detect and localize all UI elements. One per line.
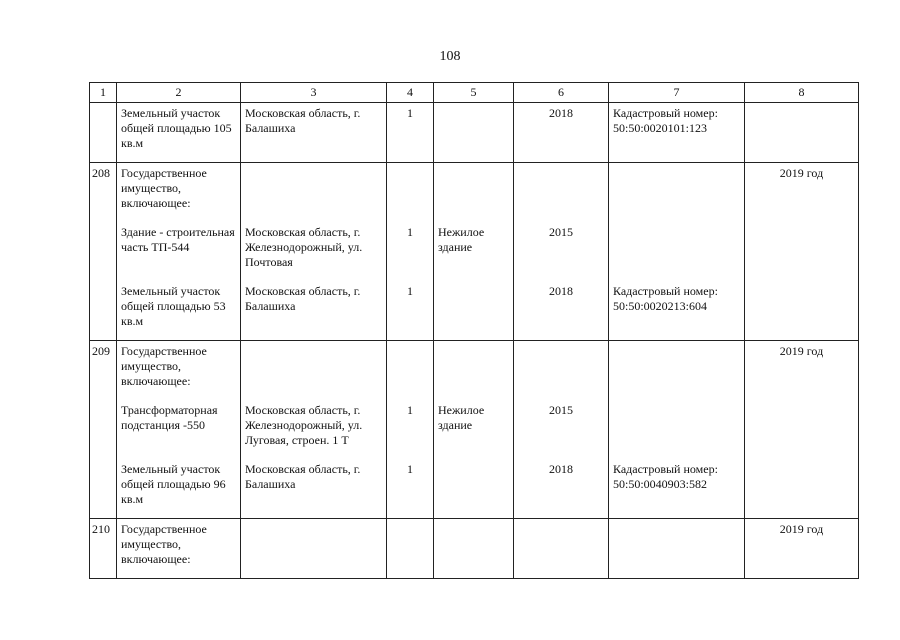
cell-item-quantity [387, 103, 434, 163]
cell-item-cadastral-note [609, 341, 745, 519]
item-address: Московская область, г. Железнодорожный, ул. Почтовая [245, 225, 363, 269]
page-number: 108 [439, 49, 461, 64]
cell-item-address [241, 341, 387, 519]
cell-item-type [434, 341, 514, 519]
cell-item-year [514, 103, 609, 163]
item-quantity [387, 341, 433, 400]
item-name: Земельный участок общей площадью 96 кв.м [121, 462, 226, 506]
row-number [90, 103, 116, 106]
cell-item-type [434, 163, 514, 341]
item-address: Московская область, г. Балашиха [245, 462, 361, 491]
item-cadastral-note [609, 400, 744, 459]
item-type [434, 519, 513, 578]
cell-item-address [241, 103, 387, 163]
item-address [241, 341, 386, 400]
column-header: 4 [387, 83, 434, 103]
item-cadastral-note: Кадастровый номер: 50:50:0040903:582 [613, 462, 718, 491]
item-address [241, 519, 386, 578]
item-cadastral-note [609, 341, 744, 400]
item-year [514, 519, 608, 578]
item-cadastral-note [609, 163, 744, 222]
item-quantity: 1 [407, 284, 413, 298]
cell-item-type [434, 103, 514, 163]
column-header: 5 [434, 83, 514, 103]
item-cadastral-note: Кадастровый номер: 50:50:0020213:604 [613, 284, 718, 313]
item-year: 2015 [549, 225, 573, 239]
cell-item-name [117, 103, 241, 163]
inclusion-year: 2019 год [779, 166, 824, 180]
cell-item-year [514, 163, 609, 341]
item-year: 2015 [549, 403, 573, 417]
item-name: Государственное имущество, включающее: [121, 166, 207, 210]
item-quantity [387, 163, 433, 222]
item-address: Московская область, г. Железнодорожный, ул. Луговая, строен. 1 Т [245, 403, 363, 447]
column-header: 1 [90, 83, 117, 103]
cell-item-cadastral-note [609, 103, 745, 163]
item-cadastral-note [609, 222, 744, 281]
property-table [89, 82, 859, 579]
cell-item-quantity [387, 519, 434, 579]
cell-item-quantity [387, 341, 434, 519]
table-row [90, 519, 859, 579]
column-header: 2 [117, 83, 241, 103]
cell-item-year [514, 341, 609, 519]
cell-item-cadastral-note [609, 519, 745, 579]
item-name: Государственное имущество, включающее: [121, 344, 207, 388]
item-name: Трансформаторная подстанция -550 [121, 403, 218, 432]
inclusion-year: 2019 год [779, 522, 824, 536]
item-address [241, 163, 386, 222]
table-row [90, 103, 859, 163]
row-number-cell [90, 341, 117, 519]
item-type: Нежилое здание [438, 403, 485, 432]
item-type [434, 459, 513, 518]
row-number: 209 [92, 344, 110, 358]
item-address: Московская область, г. Балашиха [245, 284, 361, 313]
item-year: 2018 [549, 284, 573, 298]
item-year [514, 341, 608, 400]
column-header: 7 [609, 83, 745, 103]
item-name: Государственное имущество, включающее: [121, 522, 207, 566]
year-cell [745, 103, 859, 163]
cell-item-name [117, 163, 241, 341]
cell-item-cadastral-note [609, 163, 745, 341]
item-year [514, 163, 608, 222]
inclusion-year [745, 103, 858, 106]
column-header: 6 [514, 83, 609, 103]
item-name: Здание - строительная часть ТП-544 [121, 225, 235, 254]
table-row [90, 341, 859, 519]
item-quantity: 1 [407, 462, 413, 476]
row-number-cell [90, 519, 117, 579]
cell-item-address [241, 163, 387, 341]
year-cell [745, 341, 859, 519]
row-number-cell [90, 163, 117, 341]
item-name: Земельный участок общей площадью 53 кв.м [121, 284, 226, 328]
cell-item-type [434, 519, 514, 579]
row-number-cell [90, 103, 117, 163]
item-name: Земельный участок общей площадью 105 кв.м [121, 106, 232, 150]
column-header: 8 [745, 83, 859, 103]
item-address: Московская область, г. Балашиха [245, 106, 361, 135]
item-type [434, 341, 513, 400]
item-year: 2018 [549, 462, 573, 476]
column-number-header-row [90, 83, 859, 103]
column-header: 3 [241, 83, 387, 103]
table-row [90, 163, 859, 341]
item-type: Нежилое здание [438, 225, 485, 254]
cell-item-year [514, 519, 609, 579]
item-type [434, 281, 513, 340]
year-cell [745, 163, 859, 341]
item-cadastral-note [609, 519, 744, 578]
item-cadastral-note: Кадастровый номер: 50:50:0020101:123 [613, 106, 718, 135]
item-quantity: 1 [407, 106, 413, 120]
item-year: 2018 [549, 106, 573, 120]
item-quantity: 1 [407, 225, 413, 239]
cell-item-name [117, 341, 241, 519]
inclusion-year: 2019 год [779, 344, 824, 358]
row-number: 210 [92, 522, 110, 536]
item-type [434, 103, 513, 162]
item-quantity [387, 519, 433, 578]
row-number: 208 [92, 166, 110, 180]
cell-item-name [117, 519, 241, 579]
year-cell [745, 519, 859, 579]
cell-item-address [241, 519, 387, 579]
item-type [434, 163, 513, 222]
item-quantity: 1 [407, 403, 413, 417]
cell-item-quantity [387, 163, 434, 341]
